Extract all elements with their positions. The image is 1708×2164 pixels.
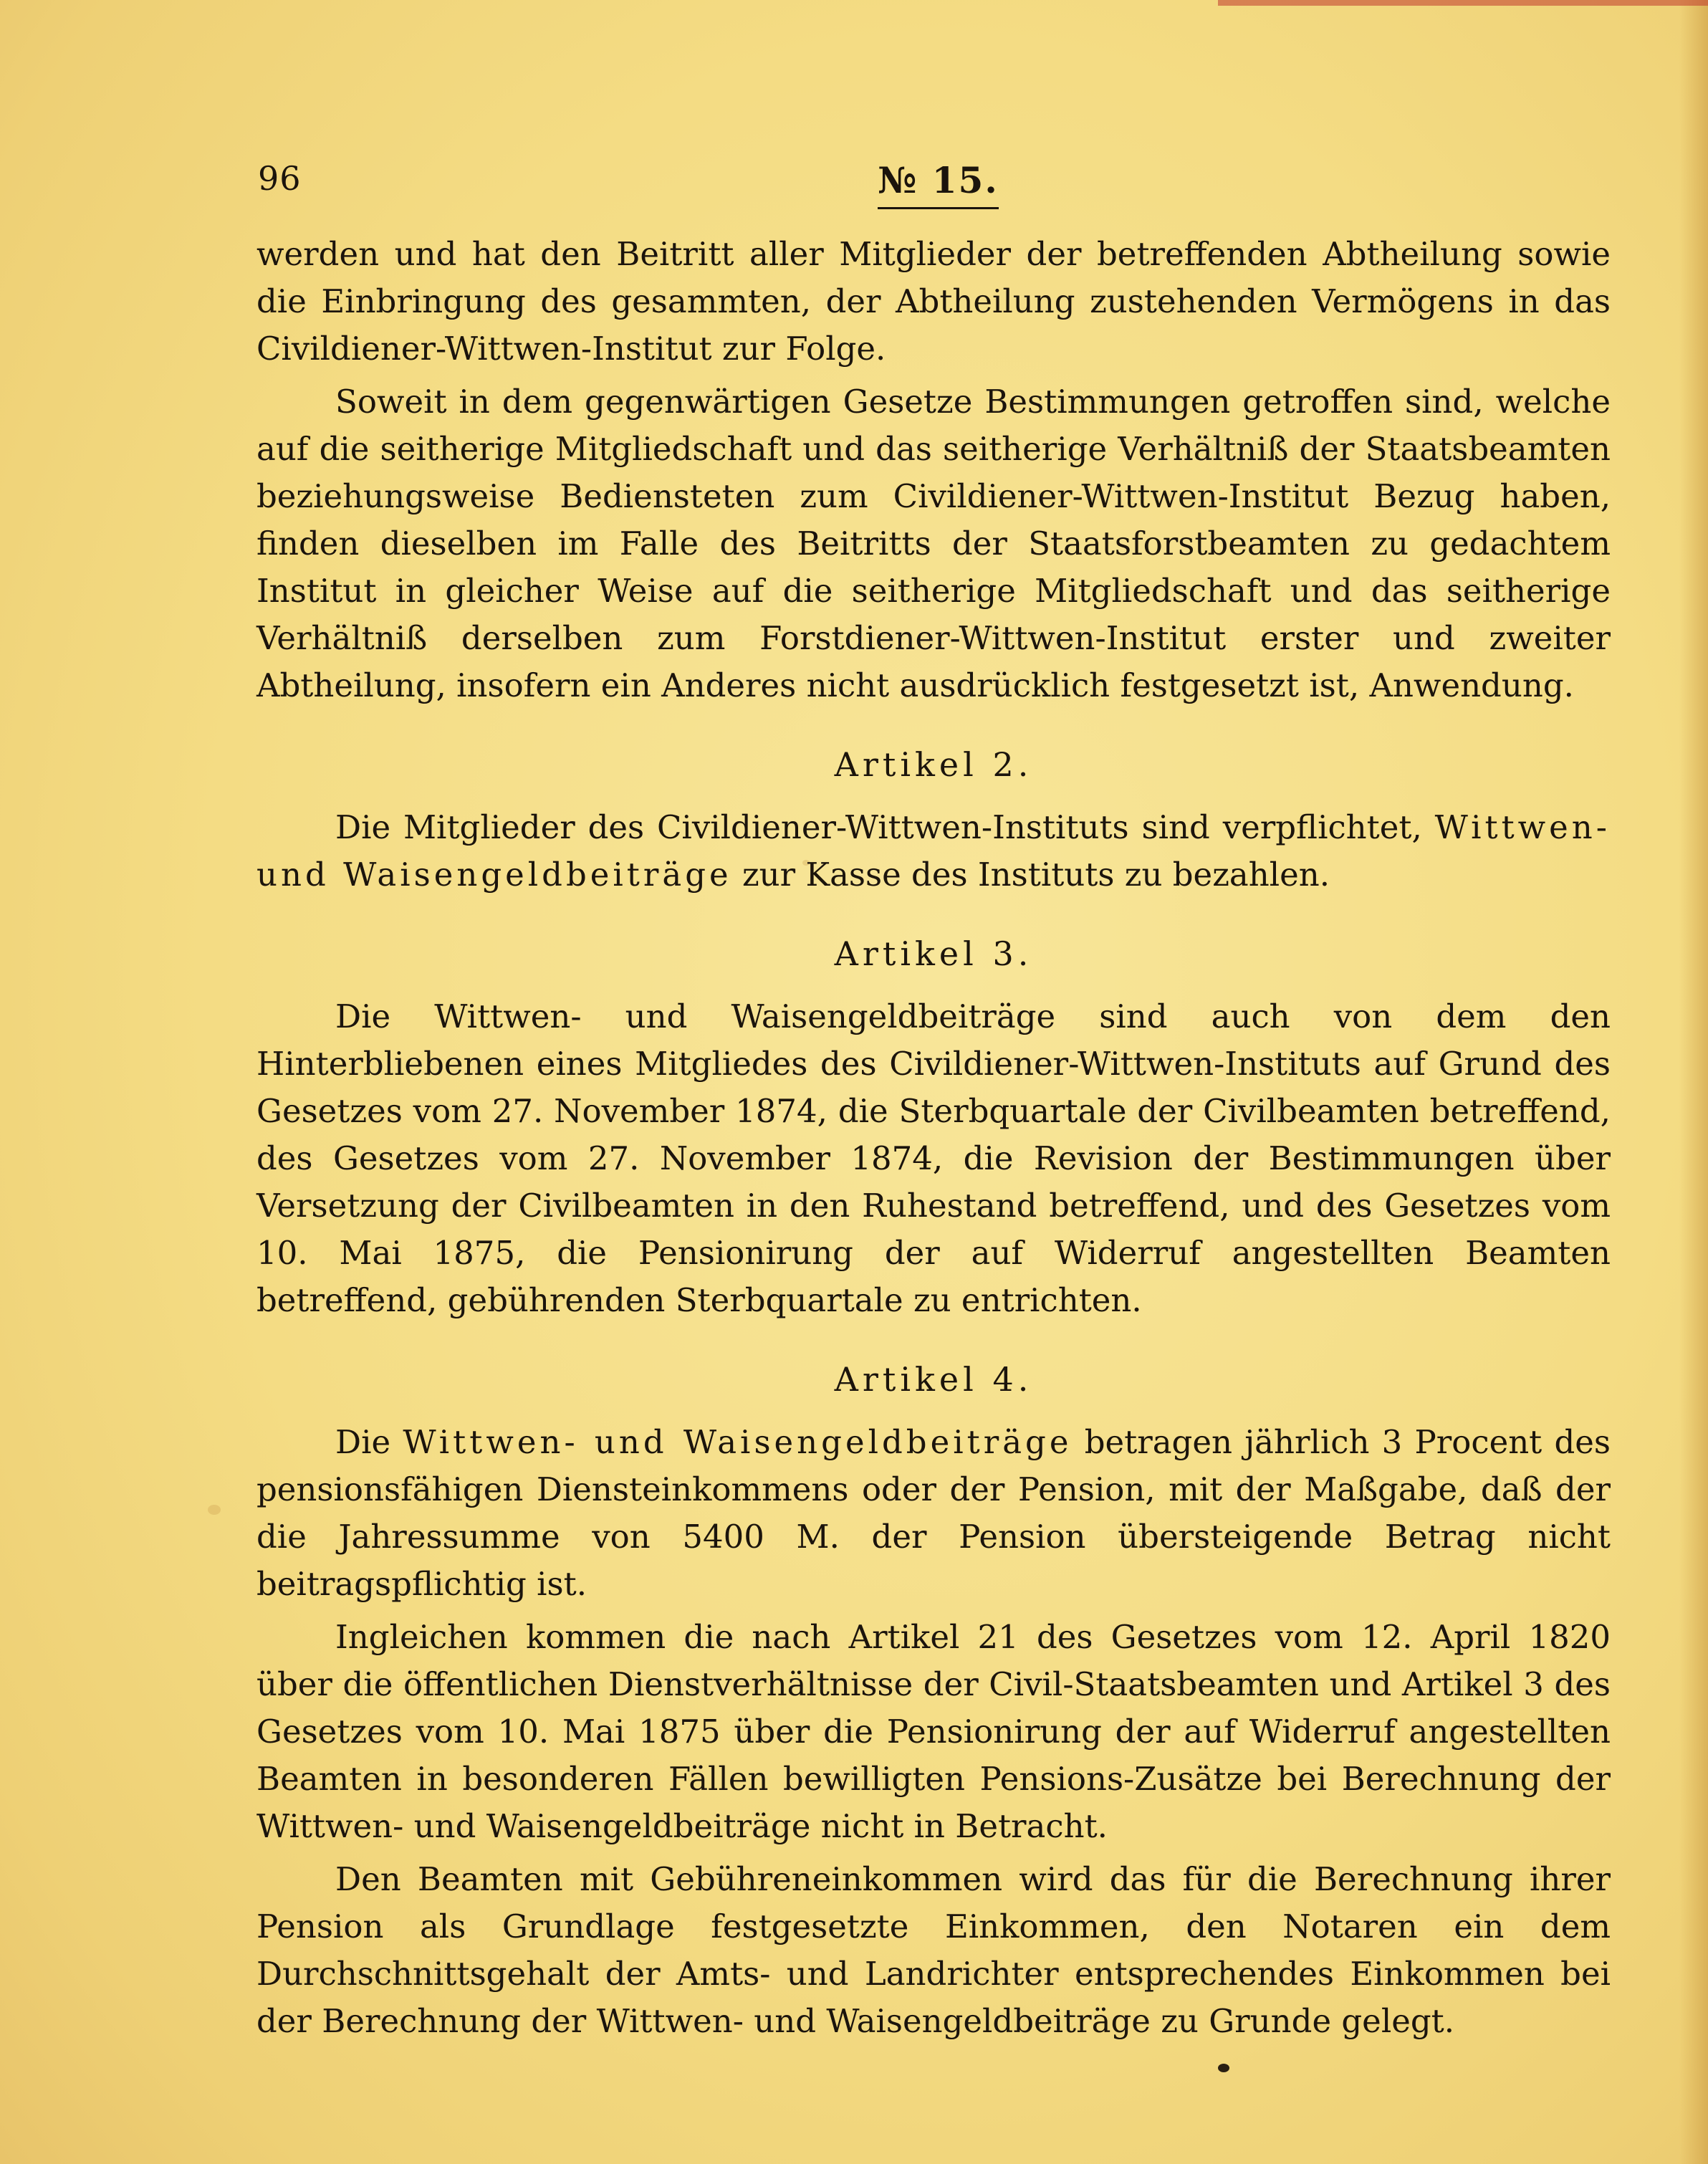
document-body (256, 231, 1611, 2045)
article-2-text-emphasis: Wittwen- und Waisengeldbeiträge (256, 808, 1611, 894)
article-4-text-emphasis: Wittwen- und Waisengeldbeiträge (403, 1423, 1073, 1461)
article-2-paragraph (256, 804, 1611, 899)
paper-edge-red-strip (1218, 0, 1708, 6)
article-4-heading: Artikel 4. (834, 1360, 1033, 1399)
issue-number: № 15. (878, 159, 999, 209)
article-4-text-start: Die (335, 1423, 403, 1461)
article-2-heading: Artikel 2. (834, 745, 1033, 784)
footer-ink-mark (1218, 2064, 1229, 2072)
intro-paragraph-2: Soweit in dem gegenwärtigen Gesetze Bestimmungen getroffen sind, welche auf die seitherige Mitgliedschaft und das seitherige Verhältniß der Staatsbeamten beziehungsweise Bediensteten zum Civildiener-Wittwen-Institut Bezug haben, finden dieselben im Falle des Beitritts der Staatsforstbeamten zu gedachtem Institut in gleicher Weise auf die seitherige Mitgliedschaft und das seitherige Verhältniß derselben zum Forstdiener-Wittwen-Institut erster und zweiter Abtheilung, insofern ein Anderes nicht ausdrücklich festgesetzt ist, Anwendung. (256, 383, 1611, 704)
article-4-paragraph-1 (256, 1419, 1611, 1608)
article-3-heading: Artikel 3. (834, 934, 1033, 973)
paper-edge-shadow (1679, 0, 1708, 2164)
page-number: 96 (258, 159, 302, 198)
paper-spot (208, 1505, 221, 1515)
article-2-text-start: Die Mitglieder des Civildiener-Wittwen-Instituts sind verpflichtet, (335, 808, 1435, 846)
article-4-paragraph-3: Den Beamten mit Gebühreneinkommen wird das für die Berechnung ihrer Pension als Grundlage festgesetzte Einkommen, den Notaren ein dem Durchschnittsgehalt der Amts- und Landrichter entsprechendes Einkommen bei der Berechnung der Wittwen- und Waisengeldbeiträge zu Grunde gelegt. (256, 1860, 1611, 2040)
article-4-paragraph-2: Ingleichen kommen die nach Artikel 21 des Gesetzes vom 12. April 1820 über die öffentlichen Dienstverhältnisse der Civil-Staatsbeamten und Artikel 3 des Gesetzes vom 10. Mai 1875 über die Pensionirung der auf Widerruf angestellten Beamten in besonderen Fällen bewilligten Pensions-Zusätze bei Berechnung der Wittwen- und Waisengeldbeiträge nicht in Betracht. (256, 1618, 1611, 1845)
article-4-text-end: betragen jährlich 3 Procent des pensionsfähigen Diensteinkommens oder der Pension, mit der Maßgabe, daß der die Jahressumme von 5400 M. der Pension übersteigende Betrag nicht beitragspflichtig ist. (256, 1423, 1611, 1603)
article-2-text-end: zur Kasse des Instituts zu bezahlen. (731, 856, 1330, 894)
article-3-paragraph: Die Wittwen- und Waisengeldbeiträge sind auch von dem den Hinterbliebenen eines Mitgliedes des Civildiener-Wittwen-Instituts auf Grund des Gesetzes vom 27. November 1874, die Sterbquartale der Civilbeamten betreffend, des Gesetzes vom 27. November 1874, die Revision der Bestimmungen über Versetzung der Civilbeamten in den Ruhestand betreffend, und des Gesetzes vom 10. Mai 1875, die Pensionirung der auf Widerruf angestellten Beamten betreffend, gebührenden Sterbquartale zu entrichten. (256, 997, 1611, 1319)
intro-paragraph-1: werden und hat den Beitritt aller Mitglieder der betreffenden Abtheilung sowie die Einbringung des gesammten, der Abtheilung zustehenden Vermögens in das Civildiener-Wittwen-Institut zur Folge. (256, 235, 1611, 368)
